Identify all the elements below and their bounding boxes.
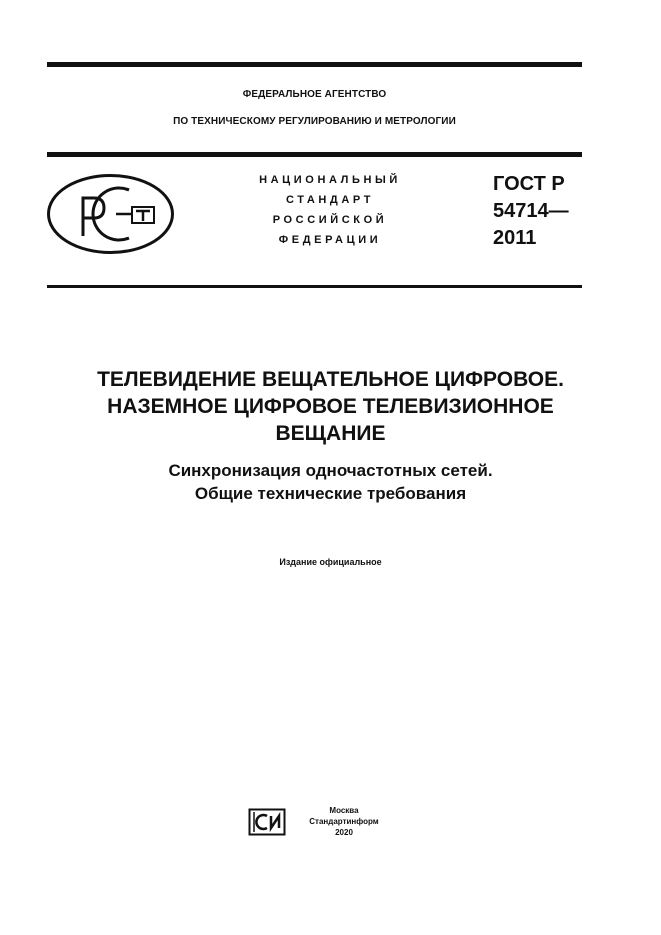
title-line1: ТЕЛЕВИДЕНИЕ ВЕЩАТЕЛЬНОЕ ЦИФРОВОЕ. <box>97 368 564 391</box>
standard-type-line3: РОССИЙСКОЙ <box>272 214 388 226</box>
standartinform-logo-icon <box>248 808 286 836</box>
standard-type-line1: НАЦИОНАЛЬНЫЙ <box>259 174 401 186</box>
gost-r-logo-icon <box>46 173 175 255</box>
standard-type-line4: ФЕДЕРАЦИИ <box>278 234 382 246</box>
agency-name-line2: ПО ТЕХНИЧЕСКОМУ РЕГУЛИРОВАНИЮ И МЕТРОЛОГИИ <box>173 116 456 127</box>
publisher-city: Москва <box>329 806 359 815</box>
publisher-block <box>304 805 384 838</box>
standard-type-block <box>230 170 430 250</box>
standard-type-line2: СТАНДАРТ <box>285 194 375 206</box>
designation-line2: 54714— <box>493 200 569 222</box>
top-rule <box>47 62 582 67</box>
title-line3: ВЕЩАНИЕ <box>275 422 386 445</box>
publisher-name: Стандартинформ <box>309 817 379 826</box>
header-bottom-rule <box>47 285 582 288</box>
agency-name-line1: ФЕДЕРАЛЬНОЕ АГЕНТСТВО <box>242 89 387 100</box>
publisher-year: 2020 <box>335 828 353 837</box>
designation-line1: ГОСТ Р <box>493 173 565 195</box>
designation-line3: 2011 <box>493 227 537 249</box>
subtitle-line1: Синхронизация одночастотных сетей. <box>168 461 493 480</box>
document-title <box>30 366 631 447</box>
header-divider <box>47 152 582 157</box>
document-subtitle <box>30 459 631 505</box>
title-line2: НАЗЕМНОЕ ЦИФРОВОЕ ТЕЛЕВИЗИОННОЕ <box>107 395 554 418</box>
standard-designation <box>493 171 569 252</box>
edition-label: Издание официальное <box>279 557 382 567</box>
subtitle-line2: Общие технические требования <box>194 484 467 503</box>
